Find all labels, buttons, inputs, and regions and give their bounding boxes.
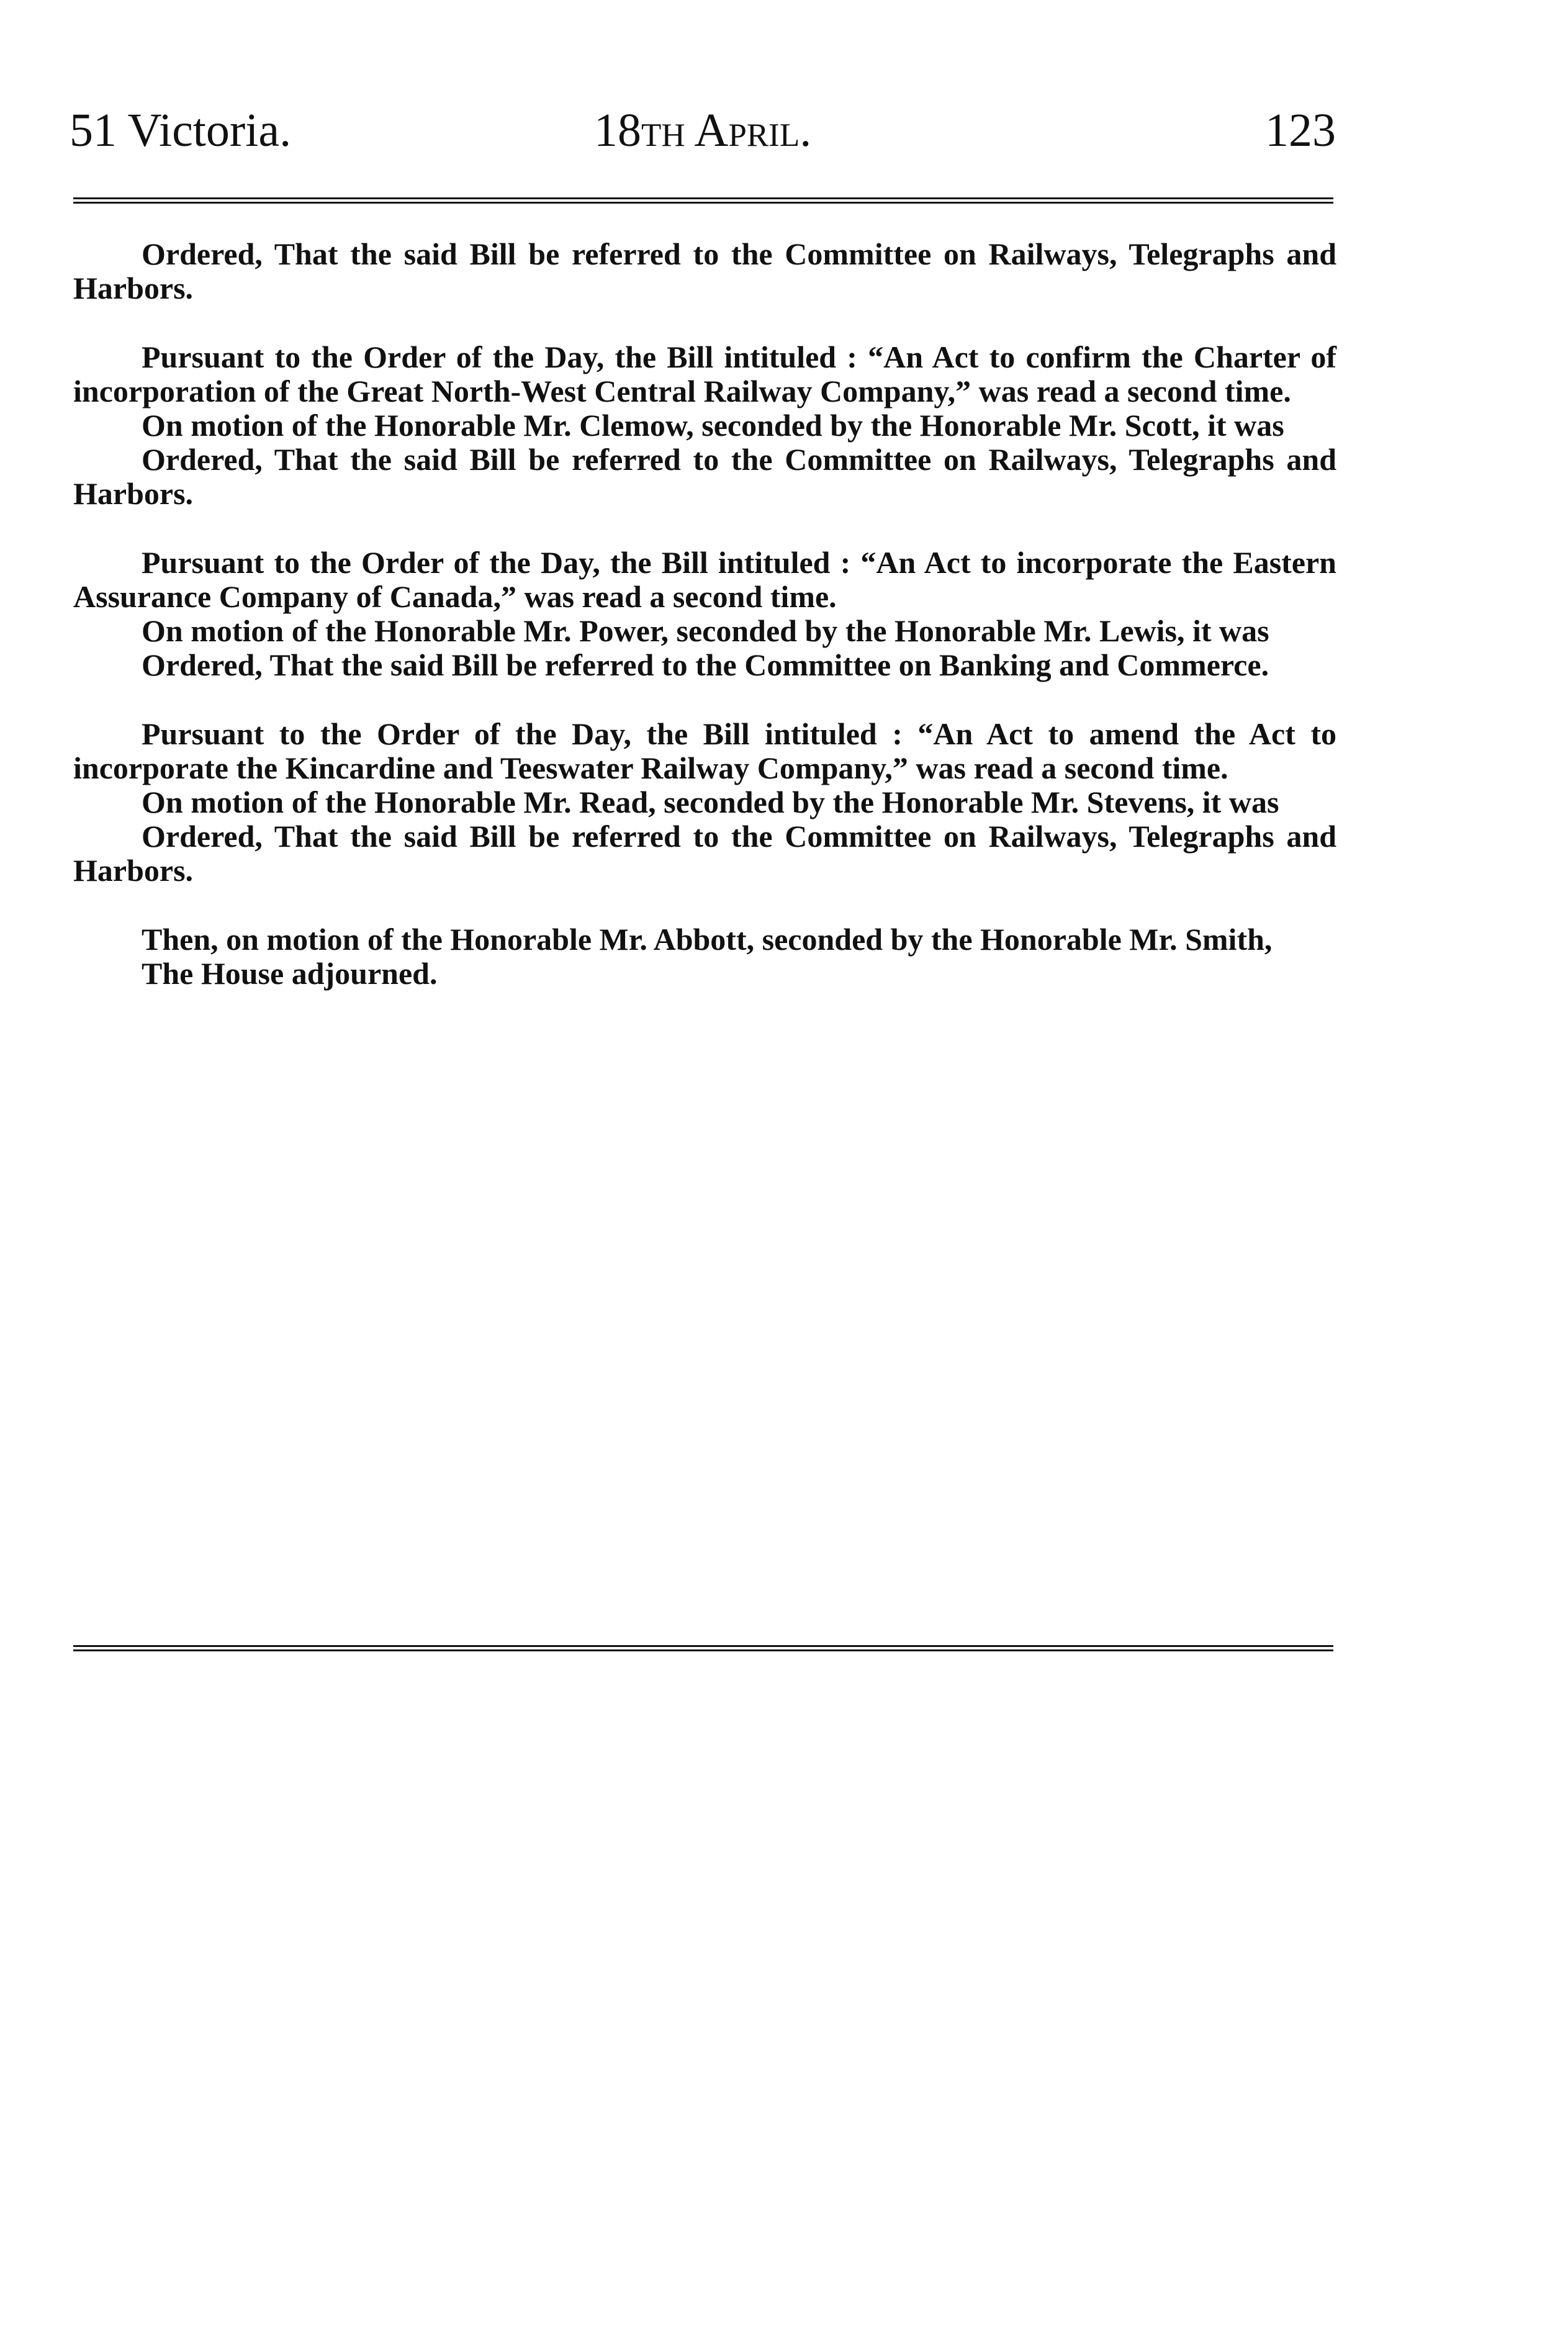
footer-rule — [73, 1645, 1333, 1651]
header-rule — [73, 197, 1333, 204]
proceedings-text — [73, 237, 1336, 991]
paragraph: The House adjourned. — [142, 956, 438, 991]
block-separator — [73, 682, 1336, 717]
paragraph: Ordered, That the said Bill be referred to the Committee on Railways, Telegraphs and Harbors. — [73, 442, 1336, 511]
block-separator — [73, 305, 1336, 340]
paragraph: On motion of the Honorable Mr. Read, seconded by the Honorable Mr. Stevens, it was — [142, 785, 1279, 819]
paragraph: Pursuant to the Order of the Day, the Bill intituled : “An Act to incorporate the Eastern Assurance Company of Canada,” was read a second time. — [73, 545, 1336, 614]
paragraph: Then, on motion of the Honorable Mr. Abbott, seconded by the Honorable Mr. Smith, — [142, 922, 1273, 957]
paragraph: On motion of the Honorable Mr. Power, seconded by the Honorable Mr. Lewis, it was — [142, 613, 1269, 648]
running-head — [70, 93, 1336, 168]
page-date: 18th April. — [594, 104, 812, 156]
block-separator — [73, 511, 1336, 546]
paragraph: Pursuant to the Order of the Day, the Bill intituled : “An Act to confirm the Charter of incorporation of the Great North-West Central Railway Company,” was read a second time. — [73, 340, 1336, 408]
paragraph: Pursuant to the Order of the Day, the Bill intituled : “An Act to amend the Act to incorporate the Kincardine and Teeswater Railway Company,” was read a second time. — [73, 716, 1336, 785]
paragraph: Ordered, That the said Bill be referred to the Committee on Railways, Telegraphs and Harbors. — [73, 237, 1336, 305]
paragraph: Ordered, That the said Bill be referred to the Committee on Banking and Commerce. — [142, 647, 1269, 682]
page-number: 123 — [1265, 104, 1336, 156]
paragraph: On motion of the Honorable Mr. Clemow, seconded by the Honorable Mr. Scott, it was — [142, 408, 1284, 443]
block-separator — [73, 888, 1336, 923]
regnal-year: 51 Victoria. — [70, 104, 292, 156]
paragraph: Ordered, That the said Bill be referred to the Committee on Railways, Telegraphs and Harbors. — [73, 819, 1336, 888]
